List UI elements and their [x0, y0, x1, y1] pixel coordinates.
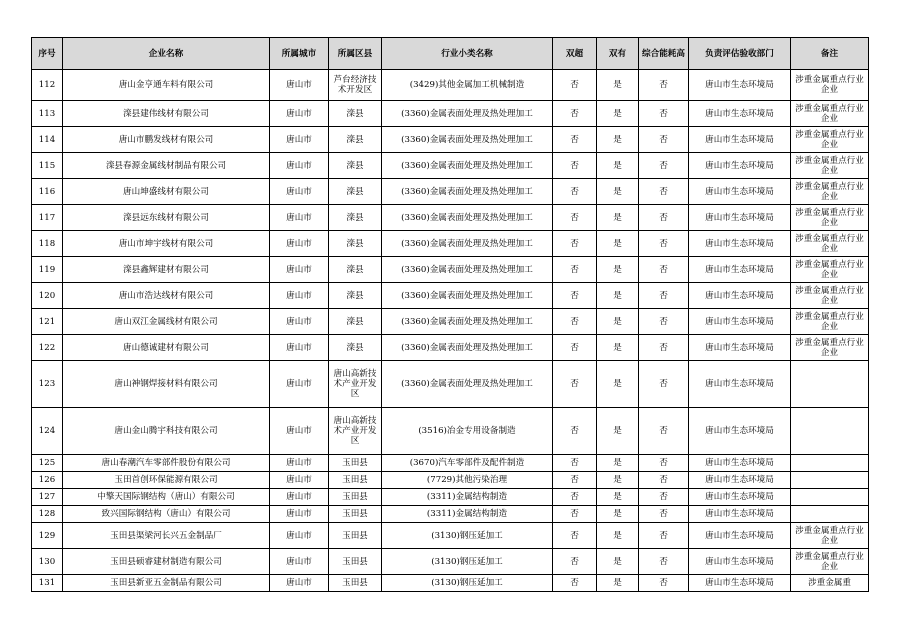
cell-no: 129: [32, 523, 63, 549]
cell-city: 唐山市: [270, 523, 329, 549]
cell-dept: 唐山市生态环境局: [689, 455, 791, 472]
cell-dept: 唐山市生态环境局: [689, 489, 791, 506]
cell-double-exceed: 否: [553, 506, 597, 523]
cell-energy: 否: [639, 523, 689, 549]
cell-county: 滦县: [329, 101, 382, 127]
cell-dept: 唐山市生态环境局: [689, 283, 791, 309]
cell-industry: (3360)金属表面处理及热处理加工: [382, 179, 553, 205]
cell-city: 唐山市: [270, 153, 329, 179]
cell-name: 唐山金山腾宇科技有限公司: [63, 408, 270, 455]
cell-dept: 唐山市生态环境局: [689, 127, 791, 153]
cell-note: 涉重金属重点行业企业: [791, 231, 869, 257]
cell-dept: 唐山市生态环境局: [689, 335, 791, 361]
table-body: [32, 70, 869, 592]
cell-double-have: 是: [597, 283, 639, 309]
cell-dept: 唐山市生态环境局: [689, 408, 791, 455]
table-row: [32, 523, 869, 549]
cell-energy: 否: [639, 506, 689, 523]
cell-name: 玉田县新亚五金制品有限公司: [63, 575, 270, 592]
cell-double-exceed: 否: [553, 335, 597, 361]
table-row: [32, 361, 869, 408]
cell-double-have: 是: [597, 506, 639, 523]
cell-no: 120: [32, 283, 63, 309]
cell-double-have: 是: [597, 472, 639, 489]
cell-dept: 唐山市生态环境局: [689, 523, 791, 549]
cell-name: 中擎天国际钢结构（唐山）有限公司: [63, 489, 270, 506]
cell-name: 玉田县渠梁河长兴五金制品厂: [63, 523, 270, 549]
cell-no: 112: [32, 70, 63, 101]
cell-city: 唐山市: [270, 257, 329, 283]
cell-dept: 唐山市生态环境局: [689, 153, 791, 179]
header-no: 序号: [32, 38, 63, 70]
cell-double-have: 是: [597, 153, 639, 179]
cell-industry: (3360)金属表面处理及热处理加工: [382, 335, 553, 361]
cell-no: 119: [32, 257, 63, 283]
table-row: [32, 179, 869, 205]
cell-county: 滦县: [329, 283, 382, 309]
cell-energy: 否: [639, 335, 689, 361]
table-row: [32, 70, 869, 101]
cell-energy: 否: [639, 549, 689, 575]
cell-city: 唐山市: [270, 231, 329, 257]
cell-name: 唐山双江金属线材有限公司: [63, 309, 270, 335]
header-industry: 行业小类名称: [382, 38, 553, 70]
cell-city: 唐山市: [270, 205, 329, 231]
cell-double-exceed: 否: [553, 472, 597, 489]
cell-double-exceed: 否: [553, 153, 597, 179]
cell-dept: 唐山市生态环境局: [689, 231, 791, 257]
cell-double-have: 是: [597, 257, 639, 283]
cell-industry: (3311)金属结构制造: [382, 506, 553, 523]
cell-energy: 否: [639, 70, 689, 101]
table-row: [32, 153, 869, 179]
header-double-have: 双有: [597, 38, 639, 70]
cell-no: 131: [32, 575, 63, 592]
cell-name: 唐山春潮汽车零部件股份有限公司: [63, 455, 270, 472]
table-row: [32, 205, 869, 231]
header-name: 企业名称: [63, 38, 270, 70]
cell-double-have: 是: [597, 575, 639, 592]
header-note: 备注: [791, 38, 869, 70]
cell-note: 涉重金属重点行业企业: [791, 283, 869, 309]
header-energy: 综合能耗高: [639, 38, 689, 70]
cell-note: [791, 408, 869, 455]
cell-county: 唐山高新技术产业开发区: [329, 408, 382, 455]
cell-energy: 否: [639, 455, 689, 472]
cell-name: 唐山市坤宇线材有限公司: [63, 231, 270, 257]
cell-double-have: 是: [597, 523, 639, 549]
cell-name: 唐山神钢焊接材料有限公司: [63, 361, 270, 408]
cell-name: 唐山市鹏发线材有限公司: [63, 127, 270, 153]
cell-name: 唐山德诚建材有限公司: [63, 335, 270, 361]
cell-note: [791, 489, 869, 506]
cell-city: 唐山市: [270, 408, 329, 455]
cell-double-exceed: 否: [553, 231, 597, 257]
cell-energy: 否: [639, 489, 689, 506]
cell-energy: 否: [639, 575, 689, 592]
cell-double-exceed: 否: [553, 549, 597, 575]
cell-double-have: 是: [597, 179, 639, 205]
cell-note: 涉重金属重点行业企业: [791, 523, 869, 549]
cell-city: 唐山市: [270, 455, 329, 472]
cell-double-have: 是: [597, 361, 639, 408]
table-row: [32, 472, 869, 489]
cell-county: 滦县: [329, 179, 382, 205]
header-double-exceed: 双超: [553, 38, 597, 70]
header-county: 所属区县: [329, 38, 382, 70]
cell-county: 滦县: [329, 127, 382, 153]
cell-city: 唐山市: [270, 309, 329, 335]
cell-no: 121: [32, 309, 63, 335]
cell-county: 玉田县: [329, 472, 382, 489]
cell-energy: 否: [639, 153, 689, 179]
cell-double-have: 是: [597, 101, 639, 127]
cell-county: 玉田县: [329, 489, 382, 506]
cell-energy: 否: [639, 101, 689, 127]
cell-industry: (3670)汽车零部件及配件制造: [382, 455, 553, 472]
cell-name: 滦县鑫辉建材有限公司: [63, 257, 270, 283]
cell-county: 玉田县: [329, 455, 382, 472]
cell-dept: 唐山市生态环境局: [689, 575, 791, 592]
cell-city: 唐山市: [270, 472, 329, 489]
cell-name: 致兴国际钢结构（唐山）有限公司: [63, 506, 270, 523]
cell-no: 115: [32, 153, 63, 179]
cell-energy: 否: [639, 309, 689, 335]
cell-city: 唐山市: [270, 335, 329, 361]
cell-note: 涉重金属重点行业企业: [791, 127, 869, 153]
cell-industry: (3516)冶金专用设备制造: [382, 408, 553, 455]
cell-no: 114: [32, 127, 63, 153]
cell-industry: (3360)金属表面处理及热处理加工: [382, 257, 553, 283]
cell-city: 唐山市: [270, 179, 329, 205]
cell-double-exceed: 否: [553, 101, 597, 127]
table-row: [32, 489, 869, 506]
cell-double-have: 是: [597, 335, 639, 361]
cell-double-exceed: 否: [553, 489, 597, 506]
cell-name: 玉田首创环保能源有限公司: [63, 472, 270, 489]
cell-double-exceed: 否: [553, 361, 597, 408]
cell-industry: (3429)其他金属加工机械制造: [382, 70, 553, 101]
cell-no: 126: [32, 472, 63, 489]
cell-no: 116: [32, 179, 63, 205]
cell-dept: 唐山市生态环境局: [689, 549, 791, 575]
cell-industry: (3130)钢压延加工: [382, 575, 553, 592]
cell-county: 玉田县: [329, 549, 382, 575]
cell-city: 唐山市: [270, 127, 329, 153]
cell-no: 118: [32, 231, 63, 257]
cell-energy: 否: [639, 408, 689, 455]
cell-double-exceed: 否: [553, 309, 597, 335]
cell-dept: 唐山市生态环境局: [689, 70, 791, 101]
cell-double-have: 是: [597, 231, 639, 257]
header-city: 所属城市: [270, 38, 329, 70]
cell-name: 滦县建伟线材有限公司: [63, 101, 270, 127]
cell-note: 涉重金属重点行业企业: [791, 205, 869, 231]
cell-county: 芦台经济技术开发区: [329, 70, 382, 101]
cell-city: 唐山市: [270, 549, 329, 575]
cell-county: 滦县: [329, 257, 382, 283]
cell-name: 滦县春源金属线材制品有限公司: [63, 153, 270, 179]
cell-county: 滦县: [329, 205, 382, 231]
table-row: [32, 231, 869, 257]
cell-industry: (3360)金属表面处理及热处理加工: [382, 101, 553, 127]
cell-no: 113: [32, 101, 63, 127]
cell-double-exceed: 否: [553, 283, 597, 309]
cell-note: 涉重金属重点行业企业: [791, 309, 869, 335]
cell-name: 滦县远东线材有限公司: [63, 205, 270, 231]
cell-dept: 唐山市生态环境局: [689, 257, 791, 283]
cell-energy: 否: [639, 231, 689, 257]
cell-county: 玉田县: [329, 575, 382, 592]
cell-city: 唐山市: [270, 283, 329, 309]
cell-double-have: 是: [597, 205, 639, 231]
cell-double-have: 是: [597, 549, 639, 575]
cell-note: 涉重金属重点行业企业: [791, 179, 869, 205]
cell-county: 唐山高新技术产业开发区: [329, 361, 382, 408]
cell-no: 124: [32, 408, 63, 455]
cell-no: 117: [32, 205, 63, 231]
cell-note: 涉重金属重点行业企业: [791, 549, 869, 575]
cell-industry: (3130)钢压延加工: [382, 549, 553, 575]
cell-double-exceed: 否: [553, 455, 597, 472]
table-row: [32, 309, 869, 335]
cell-double-have: 是: [597, 489, 639, 506]
cell-industry: (3130)钢压延加工: [382, 523, 553, 549]
cell-energy: 否: [639, 361, 689, 408]
cell-no: 123: [32, 361, 63, 408]
cell-double-have: 是: [597, 408, 639, 455]
cell-city: 唐山市: [270, 70, 329, 101]
cell-no: 127: [32, 489, 63, 506]
cell-dept: 唐山市生态环境局: [689, 101, 791, 127]
table-header-row: [32, 38, 869, 70]
cell-energy: 否: [639, 283, 689, 309]
cell-double-exceed: 否: [553, 127, 597, 153]
cell-city: 唐山市: [270, 575, 329, 592]
cell-county: 滦县: [329, 335, 382, 361]
cell-dept: 唐山市生态环境局: [689, 361, 791, 408]
cell-city: 唐山市: [270, 101, 329, 127]
cell-no: 130: [32, 549, 63, 575]
cell-energy: 否: [639, 127, 689, 153]
cell-no: 125: [32, 455, 63, 472]
cell-energy: 否: [639, 179, 689, 205]
cell-industry: (3360)金属表面处理及热处理加工: [382, 205, 553, 231]
cell-double-exceed: 否: [553, 408, 597, 455]
cell-double-have: 是: [597, 309, 639, 335]
cell-name: 唐山坤盛线材有限公司: [63, 179, 270, 205]
table-row: [32, 408, 869, 455]
cell-industry: (3360)金属表面处理及热处理加工: [382, 153, 553, 179]
cell-note: 涉重金属重: [791, 575, 869, 592]
cell-industry: (3360)金属表面处理及热处理加工: [382, 309, 553, 335]
cell-double-exceed: 否: [553, 523, 597, 549]
cell-double-exceed: 否: [553, 575, 597, 592]
cell-note: [791, 455, 869, 472]
cell-note: 涉重金属重点行业企业: [791, 70, 869, 101]
cell-name: 玉田县硕睿建材制造有限公司: [63, 549, 270, 575]
table-row: [32, 549, 869, 575]
cell-industry: (3360)金属表面处理及热处理加工: [382, 231, 553, 257]
cell-note: 涉重金属重点行业企业: [791, 153, 869, 179]
cell-note: [791, 361, 869, 408]
cell-dept: 唐山市生态环境局: [689, 472, 791, 489]
table-row: [32, 575, 869, 592]
table-row: [32, 283, 869, 309]
cell-county: 玉田县: [329, 506, 382, 523]
cell-name: 唐山金亨通车料有限公司: [63, 70, 270, 101]
cell-dept: 唐山市生态环境局: [689, 179, 791, 205]
cell-county: 滦县: [329, 153, 382, 179]
cell-industry: (3311)金属结构制造: [382, 489, 553, 506]
cell-industry: (3360)金属表面处理及热处理加工: [382, 361, 553, 408]
cell-industry: (3360)金属表面处理及热处理加工: [382, 283, 553, 309]
header-dept: 负责评估验收部门: [689, 38, 791, 70]
cell-city: 唐山市: [270, 361, 329, 408]
cell-city: 唐山市: [270, 506, 329, 523]
cell-city: 唐山市: [270, 489, 329, 506]
cell-note: 涉重金属重点行业企业: [791, 335, 869, 361]
cell-energy: 否: [639, 257, 689, 283]
cell-energy: 否: [639, 472, 689, 489]
cell-county: 玉田县: [329, 523, 382, 549]
cell-county: 滦县: [329, 231, 382, 257]
table-row: [32, 335, 869, 361]
cell-no: 122: [32, 335, 63, 361]
cell-dept: 唐山市生态环境局: [689, 309, 791, 335]
cell-name: 唐山市浩达线材有限公司: [63, 283, 270, 309]
cell-double-exceed: 否: [553, 257, 597, 283]
cell-double-exceed: 否: [553, 179, 597, 205]
cell-dept: 唐山市生态环境局: [689, 506, 791, 523]
table-row: [32, 257, 869, 283]
table-row: [32, 101, 869, 127]
cell-note: 涉重金属重点行业企业: [791, 101, 869, 127]
cell-double-exceed: 否: [553, 70, 597, 101]
cell-note: [791, 472, 869, 489]
cell-industry: (7729)其他污染治理: [382, 472, 553, 489]
cell-double-have: 是: [597, 70, 639, 101]
cell-energy: 否: [639, 205, 689, 231]
cell-dept: 唐山市生态环境局: [689, 205, 791, 231]
cell-note: [791, 506, 869, 523]
cell-double-exceed: 否: [553, 205, 597, 231]
enterprise-table: [31, 37, 869, 592]
table-row: [32, 506, 869, 523]
cell-no: 128: [32, 506, 63, 523]
cell-county: 滦县: [329, 309, 382, 335]
table-row: [32, 455, 869, 472]
cell-double-have: 是: [597, 127, 639, 153]
table-row: [32, 127, 869, 153]
cell-note: 涉重金属重点行业企业: [791, 257, 869, 283]
cell-double-have: 是: [597, 455, 639, 472]
cell-industry: (3360)金属表面处理及热处理加工: [382, 127, 553, 153]
